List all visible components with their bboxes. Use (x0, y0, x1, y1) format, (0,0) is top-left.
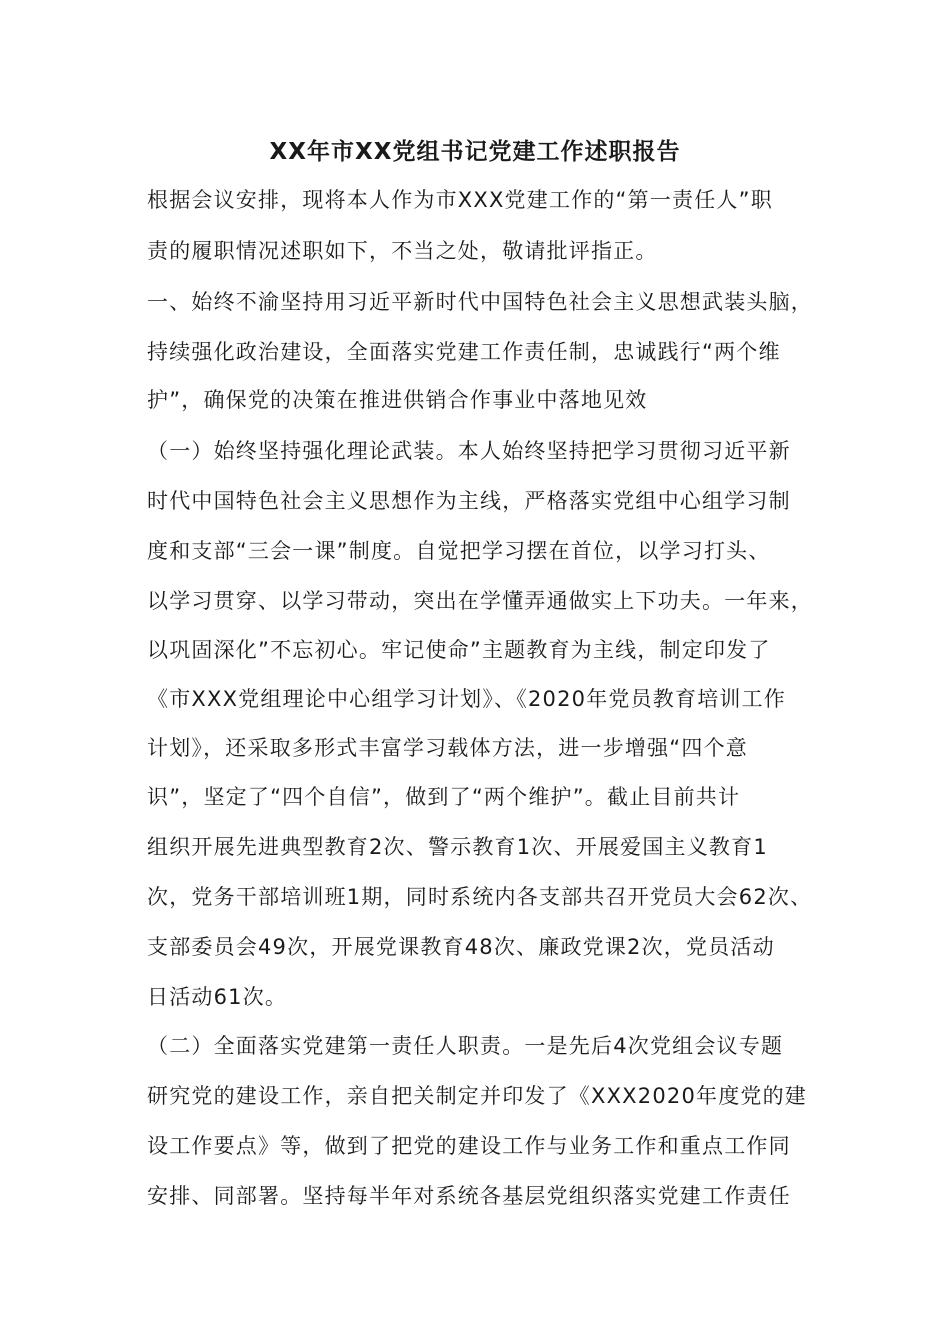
text-line: 支部委员会49次，开展党课教育48次、廉政党课2次，党员活动 (147, 935, 775, 959)
text-line: 识”，坚定了“四个自信”，做到了“两个维护”。截止目前共计 (147, 785, 741, 809)
text-line: 日活动61次。 (147, 985, 288, 1009)
text-line: 《市XXX党组理论中心组学习计划》、《2020年党员教育培训工作 (147, 687, 786, 711)
text-line: 持续强化政治建设，全面落实党建工作责任制，忠诚践行“两个维 (147, 340, 781, 364)
text-line: 根据会议安排，现将本人作为市XXX党建工作的“第一责任人”职 (147, 188, 773, 212)
text-line: 责的履职情况述职如下，不当之处，敬请批评指正。 (147, 239, 658, 263)
text-line: （二）全面落实党建第一责任人职责。一是先后4次党组会议专题 (147, 1034, 784, 1058)
text-line: 时代中国特色社会主义思想作为主线，严格落实党组中心组学习制 (147, 489, 791, 513)
text-line: 护”，确保党的决策在推进供销合作事业中落地见效 (147, 388, 648, 412)
text-line: 安排、同部署。坚持每半年对系统各基层党组织落实党建工作责任 (147, 1184, 791, 1208)
text-line: 计划》，还采取多形式丰富学习载体方法，进一步增强“四个意 (147, 736, 748, 760)
text-line: 研究党的建设工作，亲自把关制定并印发了《XXX2020年度党的建 (147, 1084, 807, 1108)
text-line: 组织开展先进典型教育2次、警示教育1次、开展爱国主义教育1 (147, 835, 768, 859)
text-line: 度和支部“三会一课”制度。自觉把学习摆在首位，以学习打头、 (147, 539, 771, 563)
document-title: XX年市XX党组书记党建工作述职报告 (269, 139, 681, 165)
text-line: 设工作要点》等，做到了把党的建设工作与业务工作和重点工作同 (147, 1134, 791, 1158)
text-line: 以巩固深化”不忘初心。牢记使命”主题教育为主线，制定印发了 (147, 638, 771, 662)
text-line: （一）始终坚持强化理论武装。本人始终坚持把学习贯彻习近平新 (147, 439, 791, 463)
text-line: 以学习贯穿、以学习带动，突出在学懂弄通做实上下功夫。一年来， (147, 589, 813, 613)
text-line: 一、始终不渝坚持用习近平新时代中国特色社会主义思想武装头脑， (147, 290, 813, 314)
text-line: 次，党务干部培训班1期，同时系统内各支部共召开党员大会62次、 (147, 885, 813, 909)
